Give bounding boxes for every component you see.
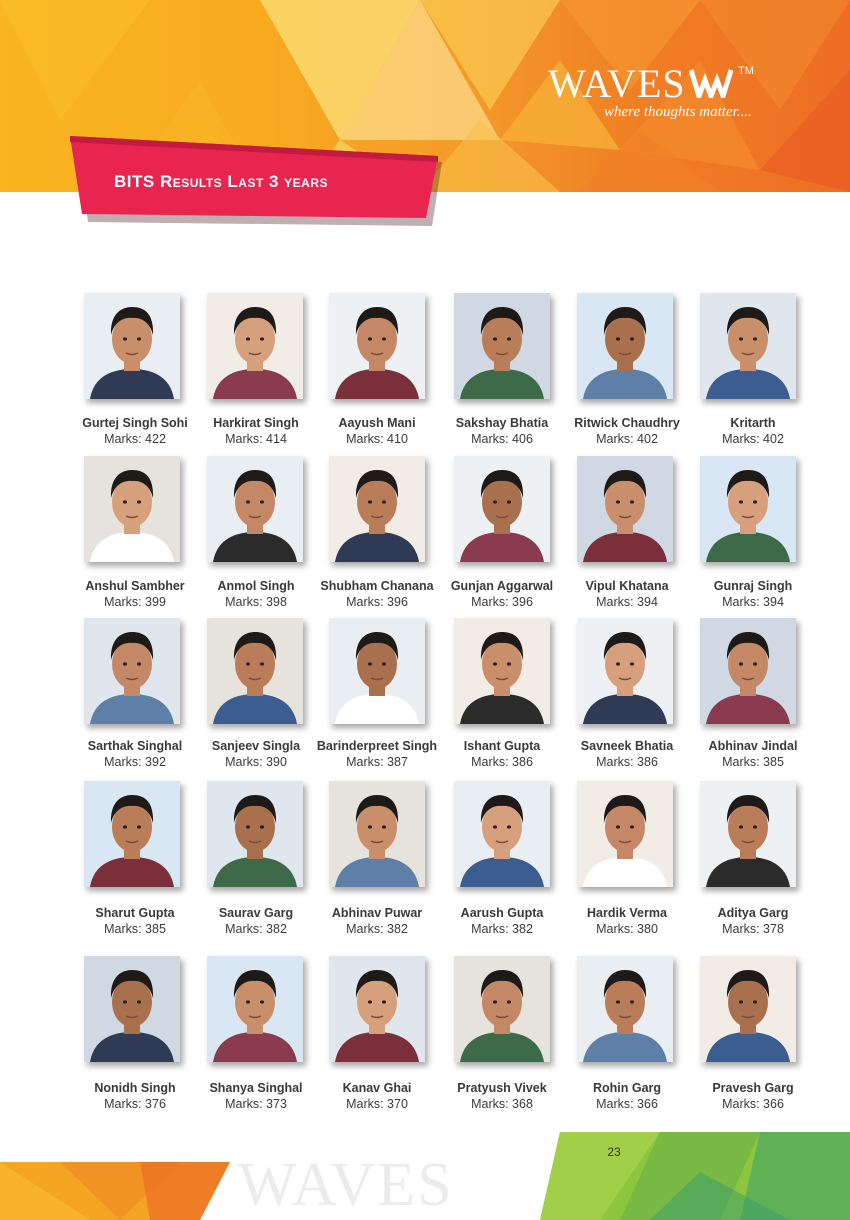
student-marks: Marks: 366 (722, 1097, 784, 1111)
student-photo (700, 456, 796, 562)
person-portrait-icon (700, 618, 796, 724)
student-marks: Marks: 380 (596, 922, 658, 936)
student-name: Gunjan Aggarwal (450, 579, 554, 593)
logo-word: WAVES (548, 61, 686, 106)
person-portrait-icon (454, 618, 550, 724)
student-marks: Marks: 382 (225, 922, 287, 936)
student-photo (454, 618, 550, 724)
person-portrait-icon (577, 456, 673, 562)
student-marks: Marks: 422 (104, 432, 166, 446)
student-photo (329, 781, 425, 887)
student-photo (84, 956, 180, 1062)
student-marks: Marks: 410 (346, 432, 408, 446)
student-photo (454, 293, 550, 399)
student-marks: Marks: 386 (596, 755, 658, 769)
student-name: Kritarth (730, 416, 776, 430)
student-marks: Marks: 385 (722, 755, 784, 769)
person-portrait-icon (329, 456, 425, 562)
student-photo (207, 456, 303, 562)
student-name: Sharut Gupta (95, 906, 175, 920)
logo-tagline: where thoughts matter.... (604, 104, 752, 120)
person-portrait-icon (454, 781, 550, 887)
student-photo (454, 956, 550, 1062)
student-name: Nonidh Singh (94, 1081, 176, 1095)
student-photo (84, 781, 180, 887)
student-marks: Marks: 399 (104, 595, 166, 609)
person-portrait-icon (577, 781, 673, 887)
person-portrait-icon (577, 956, 673, 1062)
person-portrait-icon (207, 293, 303, 399)
student-photo (84, 293, 180, 399)
student-marks: Marks: 385 (104, 922, 166, 936)
student-photo (329, 456, 425, 562)
student-marks: Marks: 366 (596, 1097, 658, 1111)
page-number: 23 (607, 1145, 621, 1159)
student-photo (577, 781, 673, 887)
student-name: Ritwick Chaudhry (574, 416, 680, 430)
student-name: Sakshay Bhatia (455, 416, 549, 430)
student-photo (329, 956, 425, 1062)
student-name: Abhinav Jindal (708, 739, 798, 753)
student-name: Barinderpreet Singh (316, 739, 438, 753)
student-name: Pravesh Garg (712, 1081, 794, 1095)
person-portrait-icon (454, 456, 550, 562)
student-marks: Marks: 387 (346, 755, 408, 769)
person-portrait-icon (577, 618, 673, 724)
student-name: Harkirat Singh (213, 416, 299, 430)
person-portrait-icon (84, 456, 180, 562)
student-photo (207, 293, 303, 399)
waves-logo (548, 62, 818, 132)
student-name: Aarush Gupta (460, 906, 544, 920)
person-portrait-icon (207, 781, 303, 887)
person-portrait-icon (454, 293, 550, 399)
person-portrait-icon (329, 293, 425, 399)
student-photo (700, 956, 796, 1062)
student-marks: Marks: 402 (596, 432, 658, 446)
student-marks: Marks: 394 (596, 595, 658, 609)
student-marks: Marks: 382 (346, 922, 408, 936)
student-marks: Marks: 390 (225, 755, 287, 769)
student-name: Vipul Khatana (585, 579, 669, 593)
logo-trademark: TM (738, 65, 754, 77)
student-photo (329, 618, 425, 724)
student-photo (700, 293, 796, 399)
student-photo (207, 956, 303, 1062)
person-portrait-icon (700, 456, 796, 562)
student-name: Savneek Bhatia (580, 739, 674, 753)
student-name: Saurav Garg (218, 906, 294, 920)
footer-watermark: WAVES (238, 1151, 454, 1219)
student-name: Aayush Mani (338, 416, 416, 430)
student-marks: Marks: 373 (225, 1097, 287, 1111)
student-name: Shubham Chanana (320, 579, 434, 593)
student-photo (329, 293, 425, 399)
student-marks: Marks: 370 (346, 1097, 408, 1111)
person-portrait-icon (207, 956, 303, 1062)
person-portrait-icon (329, 781, 425, 887)
person-portrait-icon (84, 956, 180, 1062)
student-marks: Marks: 376 (104, 1097, 166, 1111)
student-photo (207, 781, 303, 887)
student-photo (577, 956, 673, 1062)
student-marks: Marks: 394 (722, 595, 784, 609)
student-name: Ishant Gupta (463, 739, 541, 753)
student-name: Hardik Verma (587, 906, 667, 920)
student-name: Anmol Singh (217, 579, 295, 593)
student-name: Abhinav Puwar (331, 906, 423, 920)
student-name: Sanjeev Singla (211, 739, 301, 753)
student-name: Kanav Ghai (342, 1081, 412, 1095)
person-portrait-icon (700, 956, 796, 1062)
student-marks: Marks: 392 (104, 755, 166, 769)
student-photo (84, 456, 180, 562)
student-photo (700, 781, 796, 887)
person-portrait-icon (207, 618, 303, 724)
student-name: Sarthak Singhal (87, 739, 183, 753)
person-portrait-icon (207, 456, 303, 562)
student-name: Rohin Garg (592, 1081, 662, 1095)
student-marks: Marks: 414 (225, 432, 287, 446)
student-marks: Marks: 396 (471, 595, 533, 609)
student-photo (454, 781, 550, 887)
student-marks: Marks: 378 (722, 922, 784, 936)
student-name: Anshul Sambher (85, 579, 185, 593)
person-portrait-icon (700, 293, 796, 399)
student-name: Shanya Singhal (209, 1081, 303, 1095)
person-portrait-icon (329, 618, 425, 724)
person-portrait-icon (577, 293, 673, 399)
student-name: Gunraj Singh (713, 579, 793, 593)
person-portrait-icon (84, 618, 180, 724)
student-name: Pratyush Vivek (457, 1081, 547, 1095)
student-photo (84, 618, 180, 724)
student-marks: Marks: 398 (225, 595, 287, 609)
student-photo (577, 293, 673, 399)
person-portrait-icon (329, 956, 425, 1062)
student-marks: Marks: 396 (346, 595, 408, 609)
student-photo (700, 618, 796, 724)
person-portrait-icon (700, 781, 796, 887)
student-photo (577, 456, 673, 562)
student-name: Aditya Garg (717, 906, 789, 920)
waves-mark-icon (689, 68, 733, 98)
person-portrait-icon (454, 956, 550, 1062)
person-portrait-icon (84, 781, 180, 887)
student-marks: Marks: 406 (471, 432, 533, 446)
page-title: BITS Results Last 3 years (114, 172, 329, 191)
student-marks: Marks: 368 (471, 1097, 533, 1111)
student-name: Gurtej Singh Sohi (82, 416, 188, 430)
person-portrait-icon (84, 293, 180, 399)
student-photo (454, 456, 550, 562)
student-marks: Marks: 386 (471, 755, 533, 769)
student-photo (207, 618, 303, 724)
student-marks: Marks: 402 (722, 432, 784, 446)
student-photo (577, 618, 673, 724)
student-marks: Marks: 382 (471, 922, 533, 936)
